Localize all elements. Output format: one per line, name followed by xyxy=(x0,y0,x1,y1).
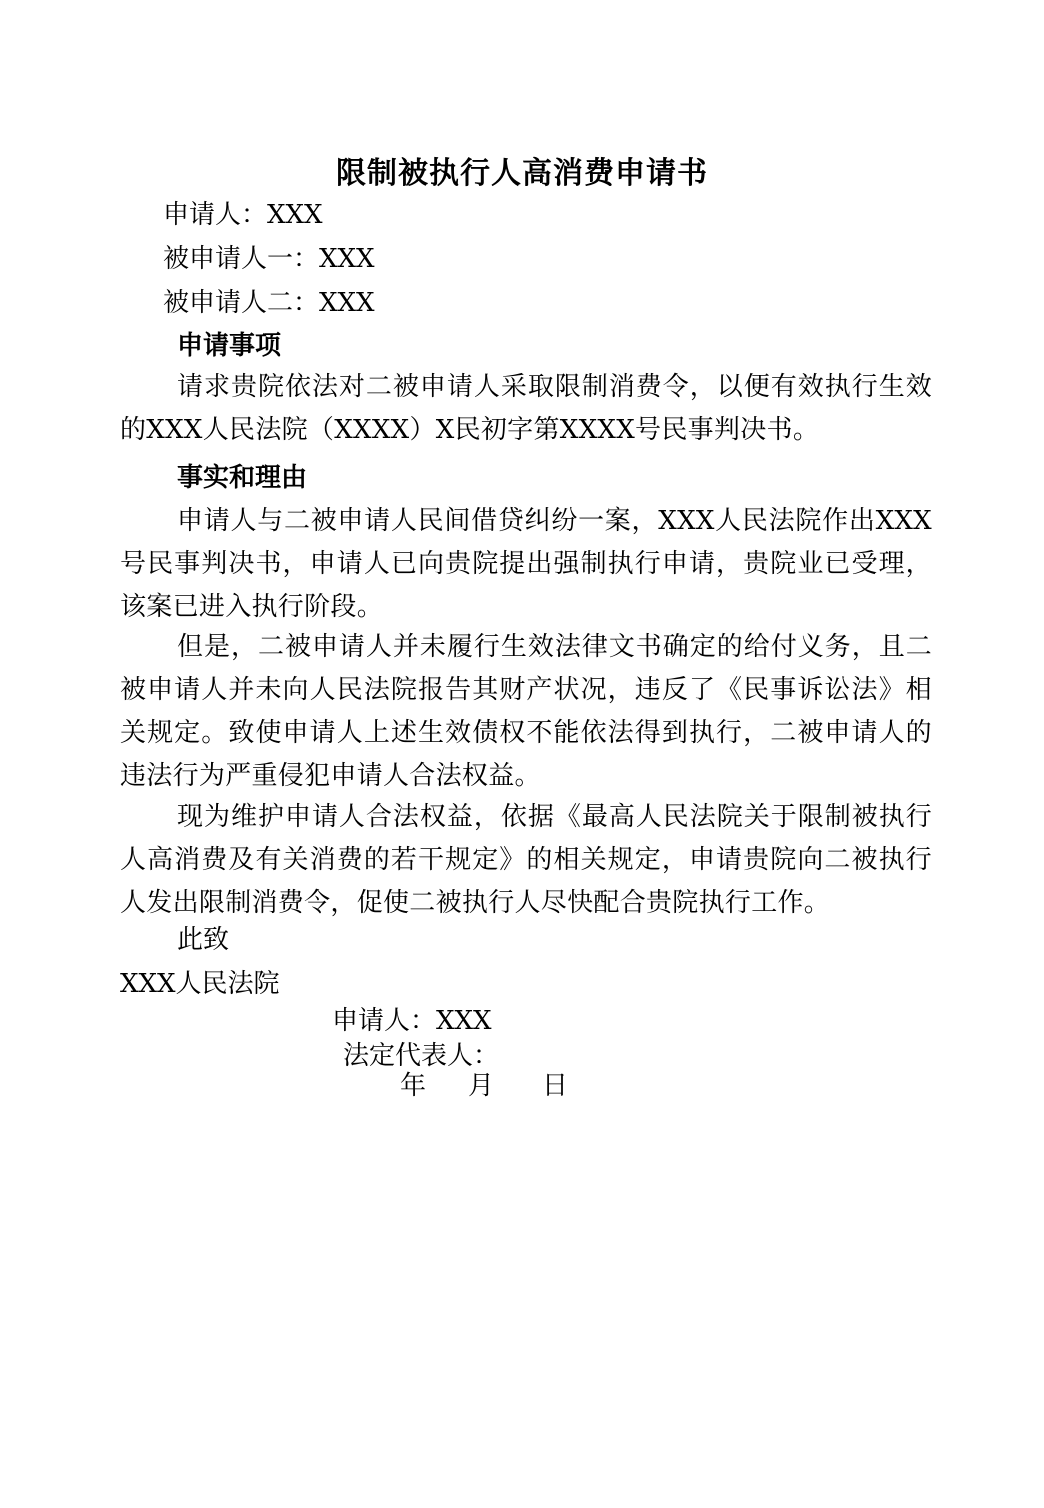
closing-salutation: 此致 xyxy=(177,925,230,955)
applicant-line: 申请人：XXX xyxy=(163,200,323,230)
facts-heading: 事实和理由 xyxy=(177,463,308,493)
document-title: 限制被执行人高消费申请书 xyxy=(336,156,708,191)
facts-paragraph-3: 现为维护申请人合法权益，依据《最高人民法院关于限制被执行人高消费及有关消费的若干规定》的相关规定，申请贵院向二被执行人发出限制消费令，促使二被执行人尽快配合贵院执行工作。 xyxy=(120,802,932,918)
signature-year: 年 xyxy=(400,1071,427,1101)
signature-applicant: 申请人：XXX xyxy=(332,1006,492,1036)
signature-day: 日 xyxy=(542,1071,569,1101)
request-heading: 申请事项 xyxy=(177,331,282,361)
facts-paragraph-1: 申请人与二被申请人民间借贷纠纷一案，XXX人民法院作出XXX号民事判决书，申请人已向贵院提出强制执行申请，贵院业已受理，该案已进入执行阶段。 xyxy=(120,506,932,622)
signature-month: 月 xyxy=(468,1071,495,1101)
facts-paragraph-2: 但是，二被申请人并未履行生效法律文书确定的给付义务，且二被申请人并未向人民法院报告其财产状况，违反了《民事诉讼法》相关规定。致使申请人上述生效债权不能依法得到执行，二被申请人的违法行为严重侵犯申请人合法权益。 xyxy=(120,632,932,791)
respondent-1-line: 被申请人一：XXX xyxy=(163,244,375,274)
request-paragraph: 请求贵院依法对二被申请人采取限制消费令，以便有效执行生效的XXX人民法院（XXXX）X民初字第XXXX号民事判决书。 xyxy=(120,372,932,445)
closing-court: XXX人民法院 xyxy=(120,969,280,999)
respondent-2-line: 被申请人二：XXX xyxy=(163,288,375,318)
signature-legal-representative: 法定代表人： xyxy=(343,1041,500,1071)
